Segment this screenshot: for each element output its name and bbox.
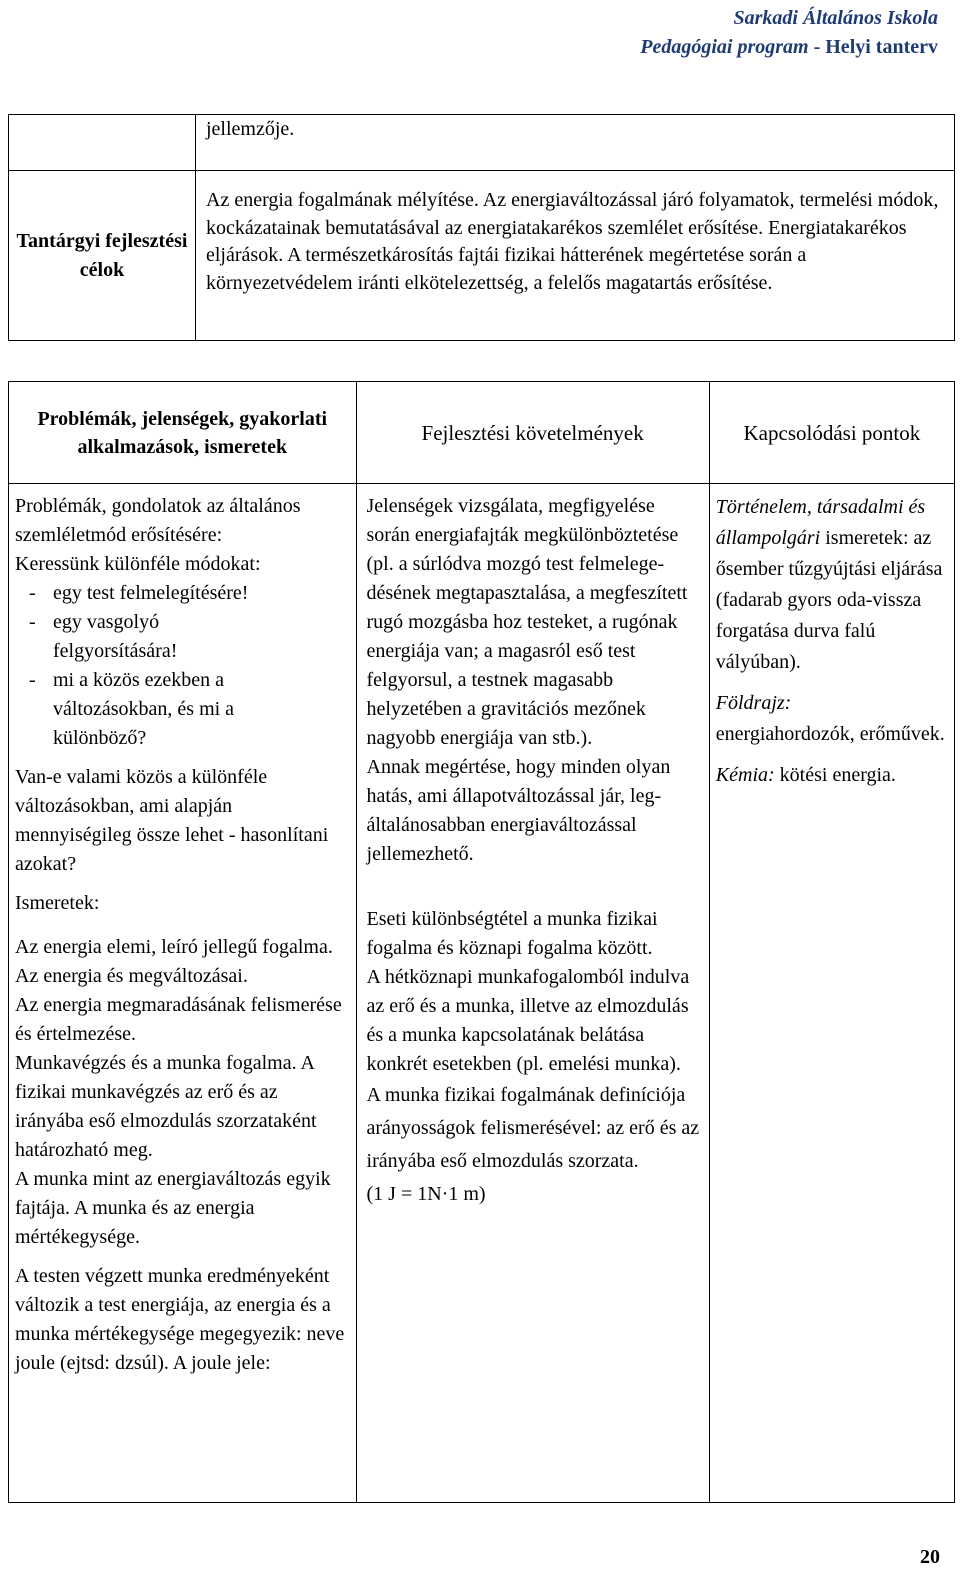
- knowledge-paragraph: Az energia megmaradásának felismerése és értelmezése.: [15, 994, 342, 1045]
- connections-cell: [709, 484, 954, 1503]
- document-header: [338, 4, 938, 62]
- connection-geography: Földrajz: energiahordozók, erőművek.: [715, 692, 945, 745]
- problems-lead: Keressünk különféle módokat:: [15, 553, 261, 575]
- goals-label: Tantárgyi fejlesztési célok: [9, 171, 196, 341]
- problems-intro: Problémák, gondolatok az általános szemléletmód erősítésére:: [15, 495, 301, 546]
- goals-table-empty-label: [9, 115, 196, 171]
- knowledge-label: Ismeretek:: [15, 892, 100, 914]
- problems-cell: [9, 484, 357, 1503]
- unit-formula: (1 J = 1N·1 m): [366, 1183, 486, 1205]
- goals-text: Az energia fogalmának mélyítése. Az energiaváltozással járó folyamatok, termelési módok, kockázatainak bemutatásával az energiatakarékos szemlélet erősítése. Energiatakarékos eljárások. A természetkárosítás fajtái fizikai hátterének megértetése során a környezetvédelem iránti elkötelezettség, a felelős magatartás erősítése.: [196, 171, 955, 341]
- list-item: - mi a közös ezekben a változásokban, és mi a különböző?: [29, 669, 235, 749]
- connection-history: Történelem, társadalmi és állampolgári ismeretek: az ősember tűzgyújtási eljárása (fadarab gyors oda-vissza forgatása durva falú vályúban).: [715, 496, 943, 673]
- requirements-paragraph: Eseti különbségtétel a munka fizikai fogalma és köznapi fogalma között.: [366, 908, 658, 959]
- school-name: Sarkadi Általános Iskola: [733, 7, 938, 29]
- requirements-cell: [356, 484, 709, 1503]
- continued-text: jellemzője.: [196, 115, 955, 171]
- goals-table: [8, 114, 955, 341]
- requirements-paragraph: Jelenségek vizsgálata, megfigyelése során energiafajták megkülönböztetése (pl. a súrlódva mozgó test felmelege-désének megtapasztalása, a megfeszített rugó mozgásba hoz testeket, a rugónak energiája van; a magasról eső test felgyorsul, a testnek magasabb helyzetében a gravitációs mezőnek nagyobb energiája van stb.).: [366, 495, 688, 749]
- content-table: [8, 381, 955, 1503]
- program-title: Pedagógiai program - Helyi tanterv: [640, 36, 938, 58]
- list-item: - egy test felmelegítésére!: [29, 582, 249, 604]
- requirements-paragraph: A hétköznapi munkafogalomból indulva az erő és a munka, illetve az elmozdulás és a munka kapcsolatának belátása konkrét esetekben (pl. emelési munka).: [366, 966, 690, 1075]
- knowledge-paragraph: A munka mint az energiaváltozás egyik fajtája. A munka és az energia mértékegysége.: [15, 1168, 331, 1248]
- page-number: 20: [920, 1546, 940, 1568]
- column-header-requirements: Fejlesztési követelmények: [356, 382, 709, 484]
- knowledge-paragraph: Az energia elemi, leíró jellegű fogalma. Az energia és megváltozásai.: [15, 936, 333, 987]
- problems-question: Van-e valami közös a különféle változásokban, ami alapján mennyiségileg össze lehet - hasonlítani azokat?: [15, 766, 329, 875]
- list-item: - egy vasgolyó felgyorsítására!: [29, 611, 178, 662]
- column-header-connections: Kapcsolódási pontok: [709, 382, 954, 484]
- requirements-paragraph: Annak megértése, hogy minden olyan hatás, ami állapotváltozással jár, leg-általánosabban energiaváltozással jellemezhető.: [366, 756, 671, 865]
- connection-chemistry: Kémia: kötési energia.: [715, 764, 896, 786]
- knowledge-paragraph: Munkavégzés és a munka fogalma. A fizikai munkavégzés az erő és az irányába eső elmozdulás szorzataként határozható meg.: [15, 1052, 317, 1161]
- column-header-problems: Problémák, jelenségek, gyakorlati alkalmazások, ismeretek: [9, 382, 357, 484]
- knowledge-paragraph: A testen végzett munka eredményeként változik a test energiája, az energia és a munka mértékegysége megegyezik: neve joule (ejtsd: dzsúl). A joule jele:: [15, 1265, 345, 1374]
- requirements-paragraph: A munka fizikai fogalmának definíciója arányosságok felismerésével: az erő és az irányába eső elmozdulás szorzata.: [366, 1084, 700, 1172]
